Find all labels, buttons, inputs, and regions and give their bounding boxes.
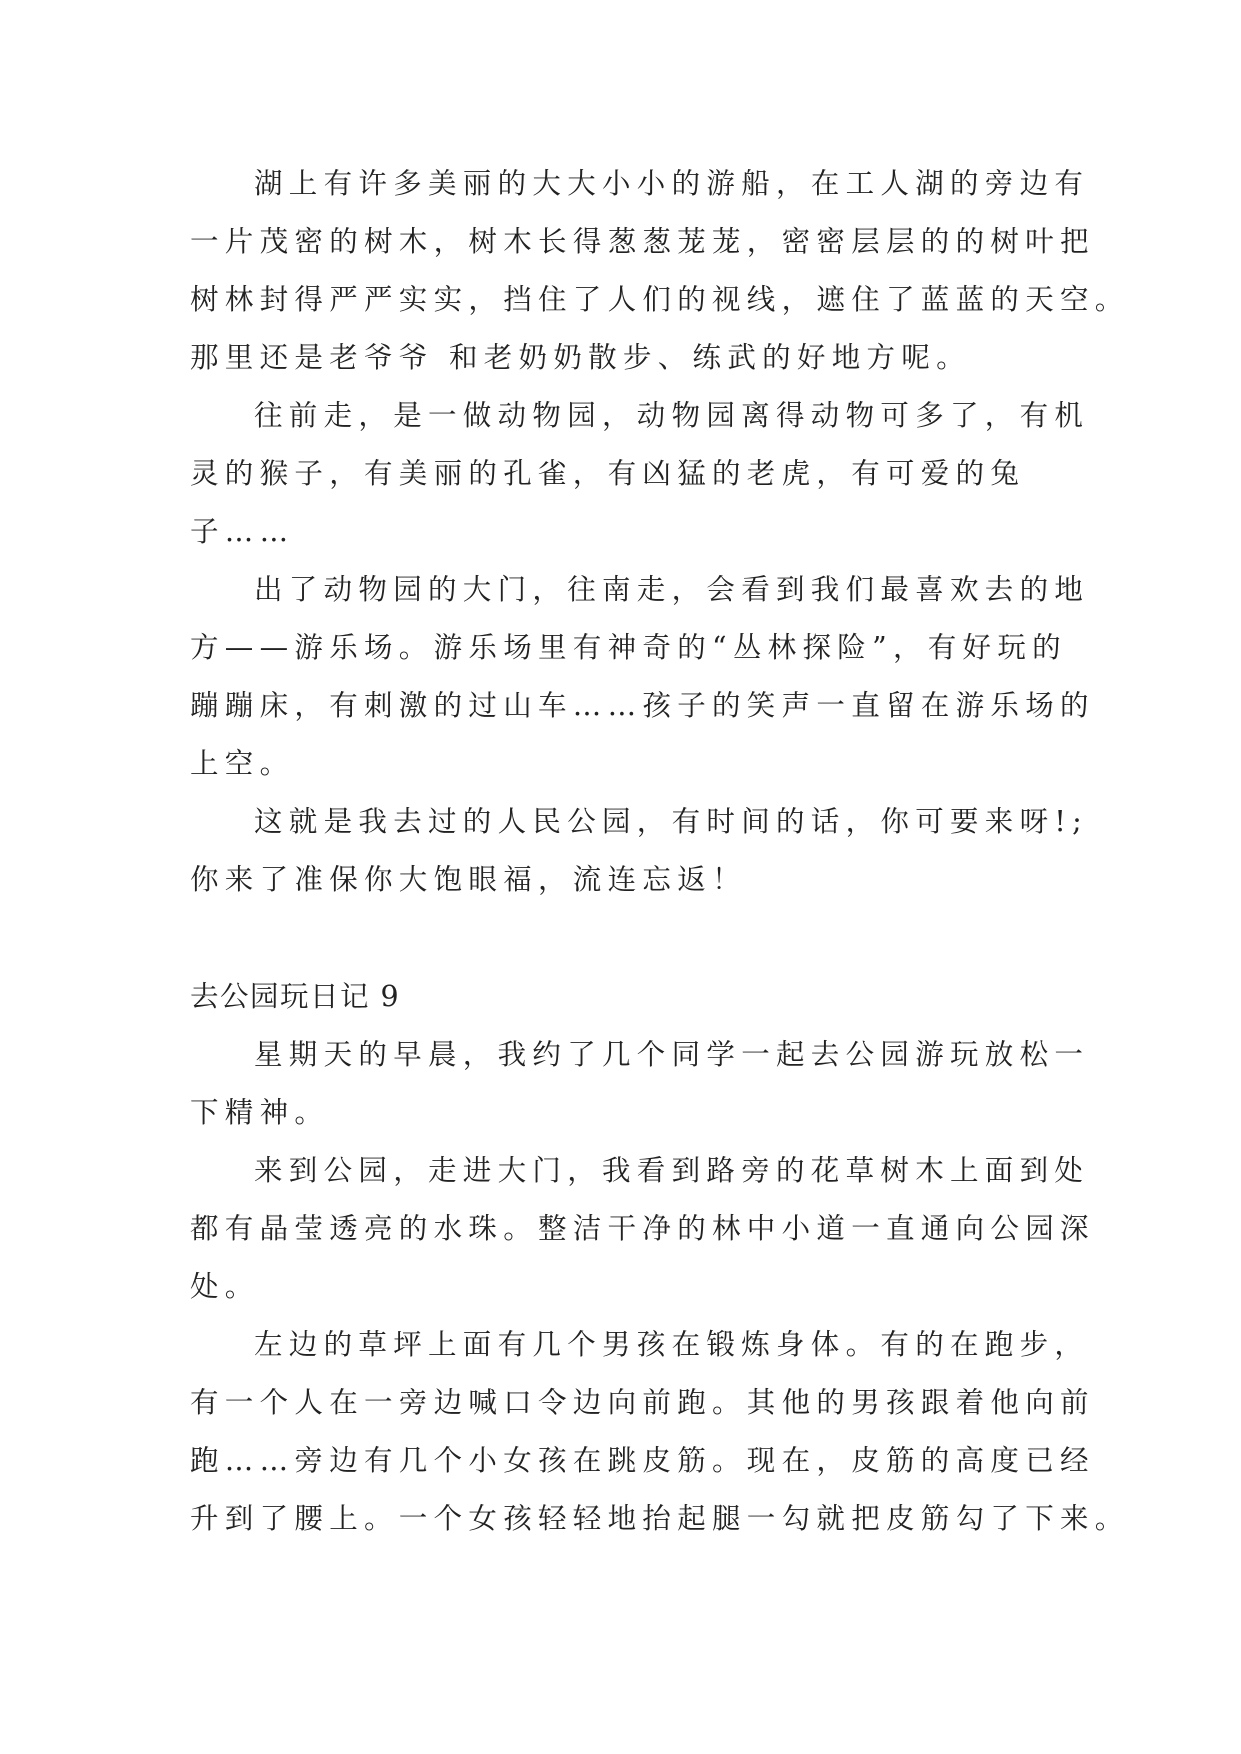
paragraph-5-line-2: 下精神。: [190, 1096, 330, 1129]
paragraph-4-line-2: 你来了准保你大饱眼福，流连忘返！: [190, 863, 747, 896]
paragraph-6-line-2: 都有晶莹透亮的水珠。整洁干净的林中小道一直通向公园深: [190, 1212, 1095, 1245]
paragraph-3-line-3: 蹦蹦床，有刺激的过山车……孩子的笑声一直留在游乐场的: [190, 689, 1095, 722]
paragraph-3-line-4: 上空。: [190, 747, 295, 780]
paragraph-2-line-2: 灵的猴子，有美丽的孔雀，有凶猛的老虎，有可爱的兔: [190, 457, 1026, 490]
paragraph-3-line-1: 出了动物园的大门，往南走，会看到我们最喜欢去的地: [254, 573, 1090, 606]
paragraph-6-line-1: 来到公园，走进大门，我看到路旁的花草树木上面到处: [254, 1154, 1090, 1187]
paragraph-2-line-3: 子……: [190, 515, 295, 548]
paragraph-7-line-4: 升到了腰上。一个女孩轻轻地抬起腿一勾就把皮筋勾了下来。: [190, 1502, 1130, 1535]
section-heading: 去公园玩日记 9: [190, 980, 401, 1013]
paragraph-5-line-1: 星期天的早晨，我约了几个同学一起去公园游玩放松一: [254, 1038, 1090, 1071]
paragraph-7-line-2: 有一个人在一旁边喊口令边向前跑。其他的男孩跟着他向前: [190, 1386, 1095, 1419]
paragraph-1-line-4: 那里还是老爷爷 和老奶奶散步、练武的好地方呢。: [190, 341, 971, 374]
paragraph-1-line-3: 树林封得严严实实，挡住了人们的视线，遮住了蓝蓝的天空。: [190, 283, 1130, 316]
paragraph-7-line-1: 左边的草坪上面有几个男孩在锻炼身体。有的在跑步，: [254, 1328, 1090, 1361]
paragraph-7-line-3: 跑……旁边有几个小女孩在跳皮筋。现在，皮筋的高度已经: [190, 1444, 1095, 1477]
paragraph-6-line-3: 处。: [190, 1270, 260, 1303]
paragraph-1-line-1: 湖上有许多美丽的大大小小的游船，在工人湖的旁边有: [254, 167, 1090, 200]
paragraph-2-line-1: 往前走，是一做动物园，动物园离得动物可多了，有机: [254, 399, 1090, 432]
paragraph-4-line-1: 这就是我去过的人民公园，有时间的话，你可要来呀!;: [254, 805, 1089, 838]
paragraph-3-line-2: 方——游乐场。游乐场里有神奇的“丛林探险”，有好玩的: [190, 631, 1067, 664]
paragraph-1-line-2: 一片茂密的树木，树木长得葱葱茏茏，密密层层的的树叶把: [190, 225, 1095, 258]
